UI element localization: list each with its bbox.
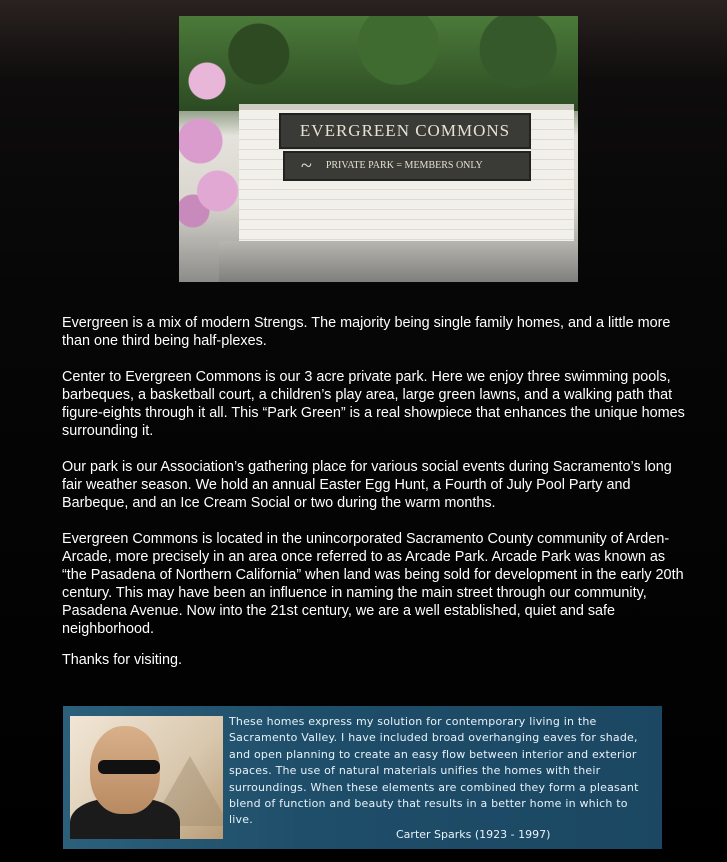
thanks-text: Thanks for visiting. [62,652,182,668]
sign-title: EVERGREEN COMMONS [279,113,531,149]
flowering-shrub [179,41,249,241]
quote-text: These homes express my solution for contemporary living in the Sacramento Valley. I have included broad overhanging eaves for shade, and open planning to create an easy flow between interior and exterior spaces. The use of natural materials unifies the homes with their surroundings. When these elements are combined they form a pleasant blend of function and beauty that results in a better home in which to live. [229,715,639,827]
quote-author: Carter Sparks (1923 - 1997) [396,828,551,841]
wave-ornament: ~ [301,155,312,177]
hero-photo [179,16,578,282]
paragraph-park: Center to Evergreen Commons is our 3 acre private park. Here we enjoy three swimming pools, barbeques, a basketball court, a children’s play area, large green lawns, and a walking path that figure-eights through it all. This “Park Green” is a real showpiece that enhances the unique homes surrounding it. [62,369,685,439]
architect-portrait [70,716,223,839]
paragraph-location: Evergreen Commons is located in the unincorporated Sacramento County community of Arden-Arcade, more precisely in an area once referred to as Arcade Park. Arcade Park was known as “the Pasadena of Northern California” when land was being sold for development in the early 20th century. This may have been an influence in naming the main street through our community, Pasadena Avenue. Now into the 21st century, we are a well established, quiet and safe neighborhood. [62,531,684,637]
paragraph-intro: Evergreen is a mix of modern Strengs. The majority being single family homes, and a little more than one third being half-plexes. [62,315,671,349]
sign-subtitle: PRIVATE PARK = MEMBERS ONLY [325,160,483,171]
curb [219,241,578,282]
sign-subtitle-plaque [283,151,531,181]
paragraph-events: Our park is our Association’s gathering place for various social events during Sacramento’s long fair weather season. We hold an annual Easter Egg Hunt, a Fourth of July Pool Party and Barbeque, and an Ice Cream Social or two during the warm months. [62,459,672,511]
main-content [62,314,687,687]
sunglasses-icon [98,760,160,774]
quote-box [63,706,662,849]
